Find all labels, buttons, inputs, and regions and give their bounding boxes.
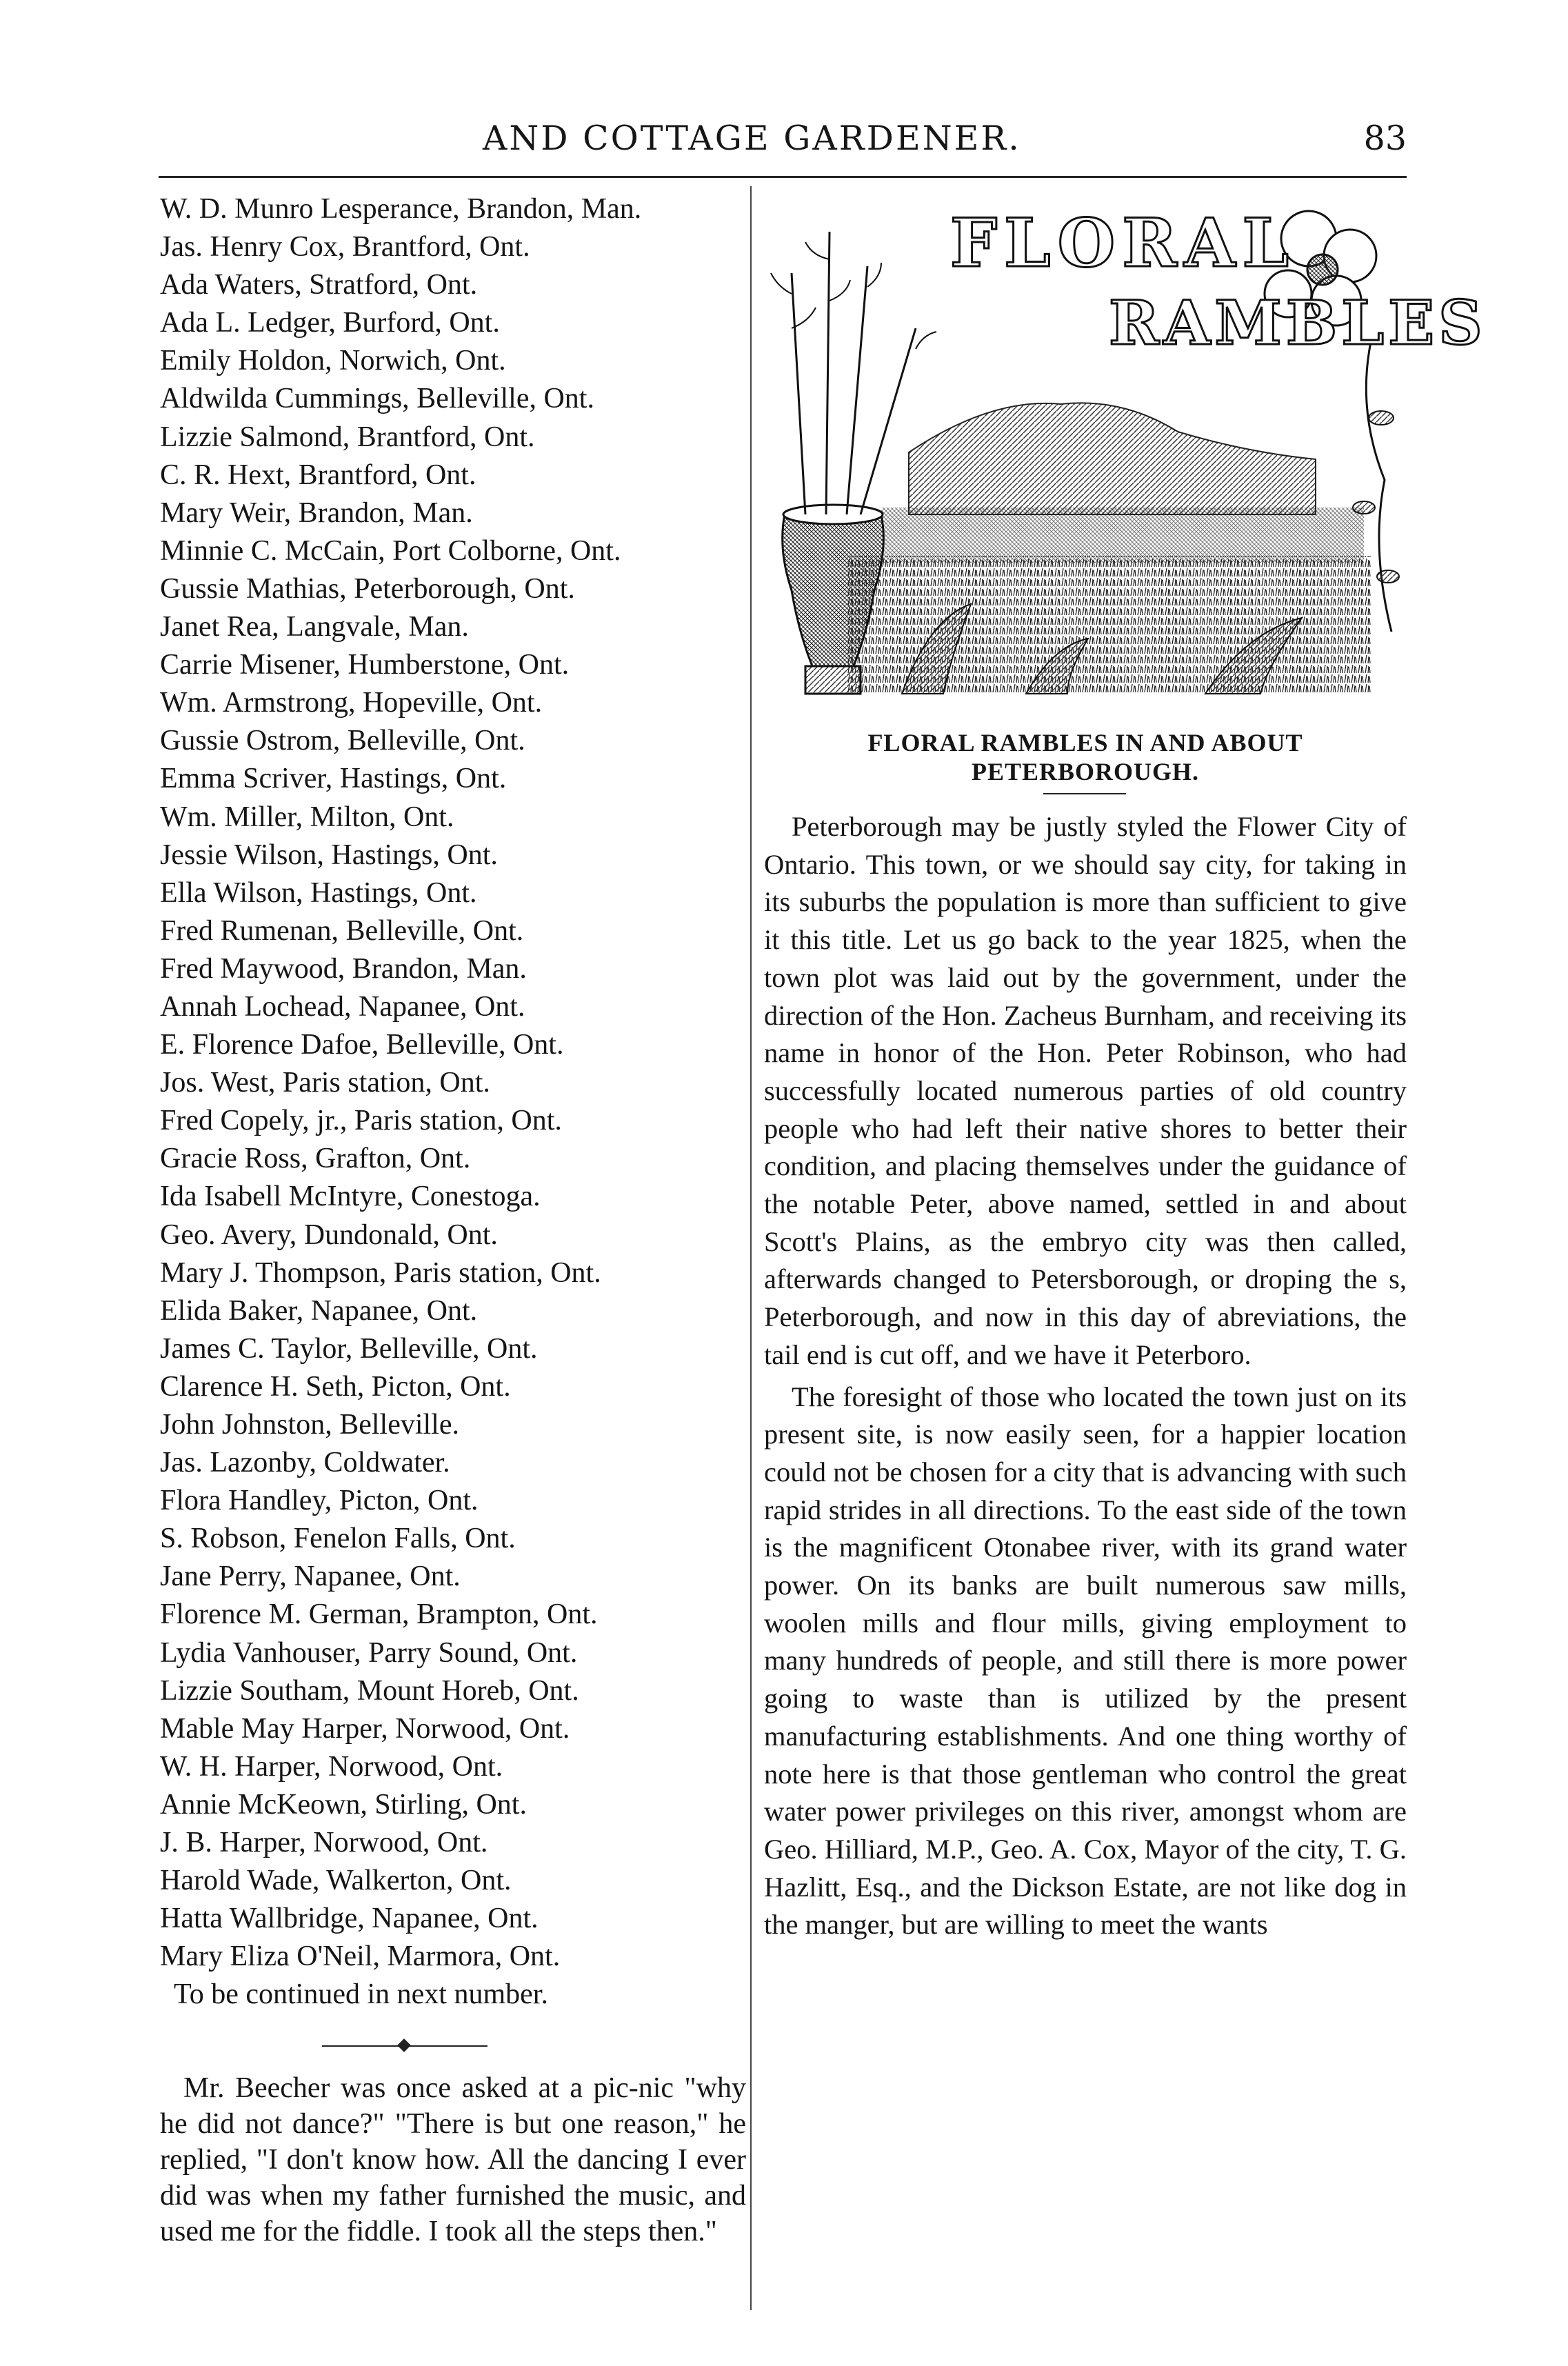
subscriber-entry: Mary Eliza O'Neil, Marmora, Ont. — [160, 1941, 561, 1973]
subscriber-entry: John Johnston, Belleville. — [160, 1409, 459, 1441]
subscriber-entry: S. Robson, Fenelon Falls, Ont. — [160, 1523, 516, 1555]
beecher-anecdote — [160, 2070, 746, 2249]
subscriber-entry: Lizzie Southam, Mount Horeb, Ont. — [160, 1674, 579, 1707]
subscriber-entry: Clarence H. Seth, Picton, Ont. — [160, 1370, 511, 1403]
subscriber-entry: W. D. Munro Lesperance, Brandon, Man. — [160, 193, 642, 225]
subscriber-entry: Annie McKeown, Stirling, Ont. — [160, 1788, 527, 1821]
floral-rambles-illustration — [764, 190, 1487, 721]
header-rule — [159, 176, 1407, 178]
anecdote-text: Mr. Beecher was once asked at a pic-nic "why he did not dance?" "There is but one reason," he replied, "I don't know how. All the dancing I ever did was when my father furnished the music, and used me for the fiddle. I took all the steps then." — [160, 2072, 746, 2248]
article-paragraph-2: The foresight of those who located the town just on its present site, is now easily seen, for a happier location could not be chosen for a city that is advancing with such rapid strides in all directions. To the east side of the town is the magnificent Otonabee river, with its grand water power. On its banks are built numerous saw mills, woolen mills and flour mills, giving employment to many hundreds of people, and still there is more power going to waste than is utilized by the present manufacturing establishments. And one thing worthy of note here is that those gentleman who control the great water power privileges on this river, amongst whom are Geo. Hilliard, M.P., Geo. A. Cox, Mayor of the city, T. G. Hazlitt, Esq., and the Dickson Estate, are not like dog in the manger, but are willing to meet the wants — [764, 1381, 1407, 1941]
subscriber-entry: Lydia Vanhouser, Parry Sound, Ont. — [160, 1636, 578, 1669]
subscriber-entry: Jos. West, Paris station, Ont. — [160, 1067, 490, 1099]
subscriber-entry: Jane Perry, Napanee, Ont. — [160, 1561, 461, 1593]
subscriber-entry: W. H. Harper, Norwood, Ont. — [160, 1750, 503, 1783]
subscriber-entry: Fred Rumenan, Belleville, Ont. — [160, 914, 524, 947]
subscriber-entry: Ida Isabell McIntyre, Conestoga. — [160, 1181, 541, 1213]
subscriber-entry: Florence M. German, Brampton, Ont. — [160, 1598, 598, 1631]
article-paragraph-1: Peterborough may be justly styled the Flower City of Ontario. This town, or we should say city, for taking in its suburbs the population is more than sufficient to give it this title. Let us go back to the year 1825, when the town plot was laid out by the government, under the direction of the Hon. Zacheus Burnham, and receiving its name in honor of the Hon. Peter Robinson, who had successfully located numerous parties of old country people who had left their native shores to better their condition, and placing themselves under the guidance of the notable Peter, above named, settled in and about Scott's Plains, as the embryo city was then called, afterwards changed to Petersborough, or droping the s, Peterborough, and now in this day of abreviations, the tail end is cut off, and we have it Peterboro. — [764, 811, 1407, 1370]
right-column — [764, 190, 1487, 1941]
subscriber-entry: Gussie Mathias, Peterborough, Ont. — [160, 572, 575, 605]
subscriber-entry: Janet Rea, Langvale, Man. — [160, 611, 469, 643]
subscriber-entry: C. R. Hext, Brantford, Ont. — [160, 459, 476, 491]
page-header — [159, 119, 1407, 167]
page-number: 83 — [1363, 119, 1407, 158]
subscriber-entry: Harold Wade, Walkerton, Ont. — [160, 1865, 512, 1897]
floral-title-lettering: FLORAL — [950, 204, 1296, 282]
subscriber-entry: Emma Scriver, Hastings, Ont. — [160, 763, 507, 795]
rambles-title-lettering: RAMBLES — [1109, 287, 1487, 359]
subscriber-entry: Fred Maywood, Brandon, Man. — [160, 952, 527, 985]
subscriber-entry: James C. Taylor, Belleville, Ont. — [160, 1332, 538, 1365]
subscriber-entry: Mary Weir, Brandon, Man. — [160, 497, 473, 529]
article-title — [764, 728, 1407, 786]
subscriber-entry: Fred Copely, jr., Paris station, Ont. — [160, 1105, 562, 1137]
subscriber-entry: Gussie Ostrom, Belleville, Ont. — [160, 725, 525, 757]
continued-note: To be continued in next number. — [174, 1978, 548, 2011]
subscriber-entry: Ada Waters, Stratford, Ont. — [160, 269, 478, 301]
article-title-line-1: FLORAL RAMBLES IN AND ABOUT — [867, 729, 1303, 756]
subscriber-entry: Emily Holdon, Norwich, Ont. — [160, 345, 506, 377]
subscriber-entry: Mary J. Thompson, Paris station, Ont. — [160, 1256, 601, 1289]
column-rule — [750, 186, 752, 2310]
subscriber-entry: Mable May Harper, Norwood, Ont. — [160, 1712, 570, 1745]
running-title: AND COTTAGE GARDENER. — [483, 119, 1021, 158]
subscriber-entry: Elida Baker, Napanee, Ont. — [160, 1294, 478, 1327]
subscriber-entry: Hatta Wallbridge, Napanee, Ont. — [160, 1903, 539, 1935]
subscriber-entry: Jessie Wilson, Hastings, Ont. — [160, 839, 498, 871]
subscriber-entry: Gracie Ross, Grafton, Ont. — [160, 1143, 471, 1175]
article-title-line-2: PETERBOROUGH. — [971, 758, 1200, 785]
subscriber-entry: Jas. Henry Cox, Brantford, Ont. — [160, 231, 530, 263]
left-column — [160, 190, 746, 2249]
subscriber-entry: Wm. Miller, Milton, Ont. — [160, 801, 454, 833]
section-divider — [322, 2038, 488, 2054]
subscriber-entry: Ada L. Ledger, Burford, Ont. — [160, 307, 500, 339]
subscriber-entry: Aldwilda Cummings, Belleville, Ont. — [160, 383, 594, 415]
article-body — [764, 808, 1407, 1948]
subscriber-entry: Flora Handley, Picton, Ont. — [160, 1485, 479, 1517]
subscriber-entry: E. Florence Dafoe, Belleville, Ont. — [160, 1029, 564, 1061]
subscriber-entry: Ella Wilson, Hastings, Ont. — [160, 876, 477, 909]
subscriber-entry: J. B. Harper, Norwood, Ont. — [160, 1827, 488, 1859]
subscriber-entry: Lizzie Salmond, Brantford, Ont. — [160, 421, 535, 453]
subscriber-entry: Wm. Armstrong, Hopeville, Ont. — [160, 687, 543, 719]
names-list — [160, 190, 746, 1976]
subscriber-entry: Geo. Avery, Dundonald, Ont. — [160, 1219, 498, 1251]
subscriber-entry: Minnie C. McCain, Port Colborne, Ont. — [160, 534, 621, 567]
subscriber-entry: Carrie Misener, Humberstone, Ont. — [160, 649, 570, 681]
subscriber-entry: Annah Lochead, Napanee, Ont. — [160, 990, 525, 1023]
title-rule — [1043, 793, 1126, 794]
subscriber-entry: Jas. Lazonby, Coldwater. — [160, 1447, 450, 1479]
diamond-ornament-icon — [397, 2039, 411, 2053]
